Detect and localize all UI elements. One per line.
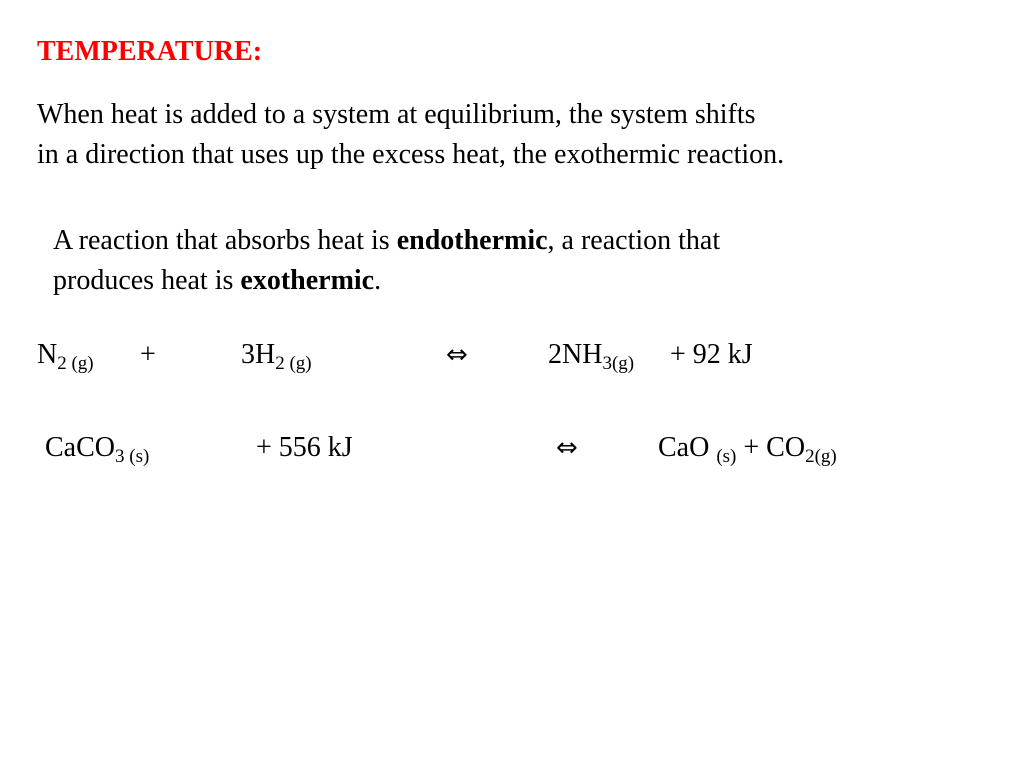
equilibrium-heat-paragraph: [37, 95, 784, 175]
reactant-n2: $N_{2 (g)}$: [37, 339, 94, 374]
definition-text-3: produces heat is: [53, 265, 241, 296]
equilibrium-arrow-icon: ⇔: [446, 340, 468, 370]
plus-sign: +: [140, 339, 156, 370]
heat-term: + 92 kJ: [670, 339, 753, 370]
product-nh3: $2NH_{3(g)}$: [548, 339, 635, 374]
term-endothermic: endothermic: [396, 225, 548, 256]
equilibrium-arrow-icon: ⇔: [556, 433, 578, 463]
definition-text-1: A reaction that absorbs heat is: [53, 225, 397, 256]
paragraph-line-1: When heat is added to a system at equilibrium, the system shifts: [37, 99, 756, 130]
paragraph-line-2: in a direction that uses up the excess heat, the exothermic reaction.: [37, 139, 785, 170]
heat-term: + 556 kJ: [256, 432, 353, 463]
definition-paragraph: [53, 221, 720, 301]
reactant-caco3: CaCO$_{3 (s)}$: [45, 432, 150, 467]
reactant-h2: $3H_{2 (g)}$: [241, 339, 312, 374]
definition-text-2: , a reaction that: [547, 225, 721, 256]
term-exothermic: exothermic: [240, 265, 375, 296]
definition-line-1: [53, 221, 720, 261]
definition-line-2: [53, 261, 720, 301]
definition-text-4: .: [374, 265, 382, 296]
product-cao-co2: CaO $_{(s)} + CO_{2(g)}$: [658, 432, 837, 467]
slide-title: TEMPERATURE:: [37, 36, 263, 67]
